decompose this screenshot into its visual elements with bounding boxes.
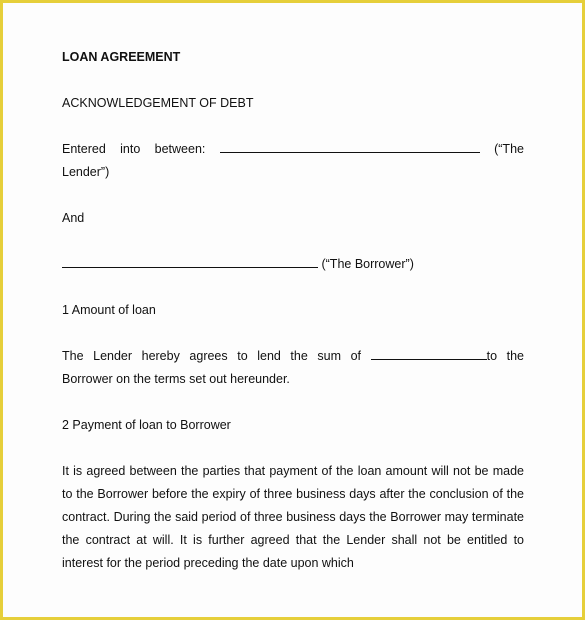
document-title: LOAN AGREEMENT <box>62 50 181 64</box>
section2-heading: 2 Payment of loan to Borrower <box>62 418 231 432</box>
parties-lender-line <box>62 138 524 161</box>
section1-line1 <box>62 345 524 368</box>
section1-line1-a: The Lender hereby agrees to lend the sum of <box>62 349 362 363</box>
document-subtitle: ACKNOWLEDGEMENT OF DEBT <box>62 96 254 110</box>
document-page <box>62 46 524 575</box>
entered-between-label: Entered into between: <box>62 142 206 156</box>
loan-sum-blank <box>371 345 487 360</box>
section1-line1-b: to the <box>486 349 524 363</box>
lender-name-blank <box>220 138 480 153</box>
borrower-label: (“The Borrower”) <box>321 257 414 271</box>
section2-body: It is agreed between the parties that payment of the loan amount will not be made to the Borrower before the expiry of three business days after the conclusion of the contract. During the said period of three business days the Borrower may terminate the contract at will. It is further agreed that the Lender shall not be entitled to interest for the period preceding the date upon which <box>62 464 524 570</box>
lender-close-label: Lender”) <box>62 165 110 179</box>
and-label: And <box>62 211 85 225</box>
section1-heading: 1 Amount of loan <box>62 303 156 317</box>
section1-line2: Borrower on the terms set out hereunder. <box>62 372 290 386</box>
parties-borrower-line <box>62 253 524 276</box>
borrower-name-blank <box>62 253 318 268</box>
lender-open-label: (“The <box>494 142 524 156</box>
